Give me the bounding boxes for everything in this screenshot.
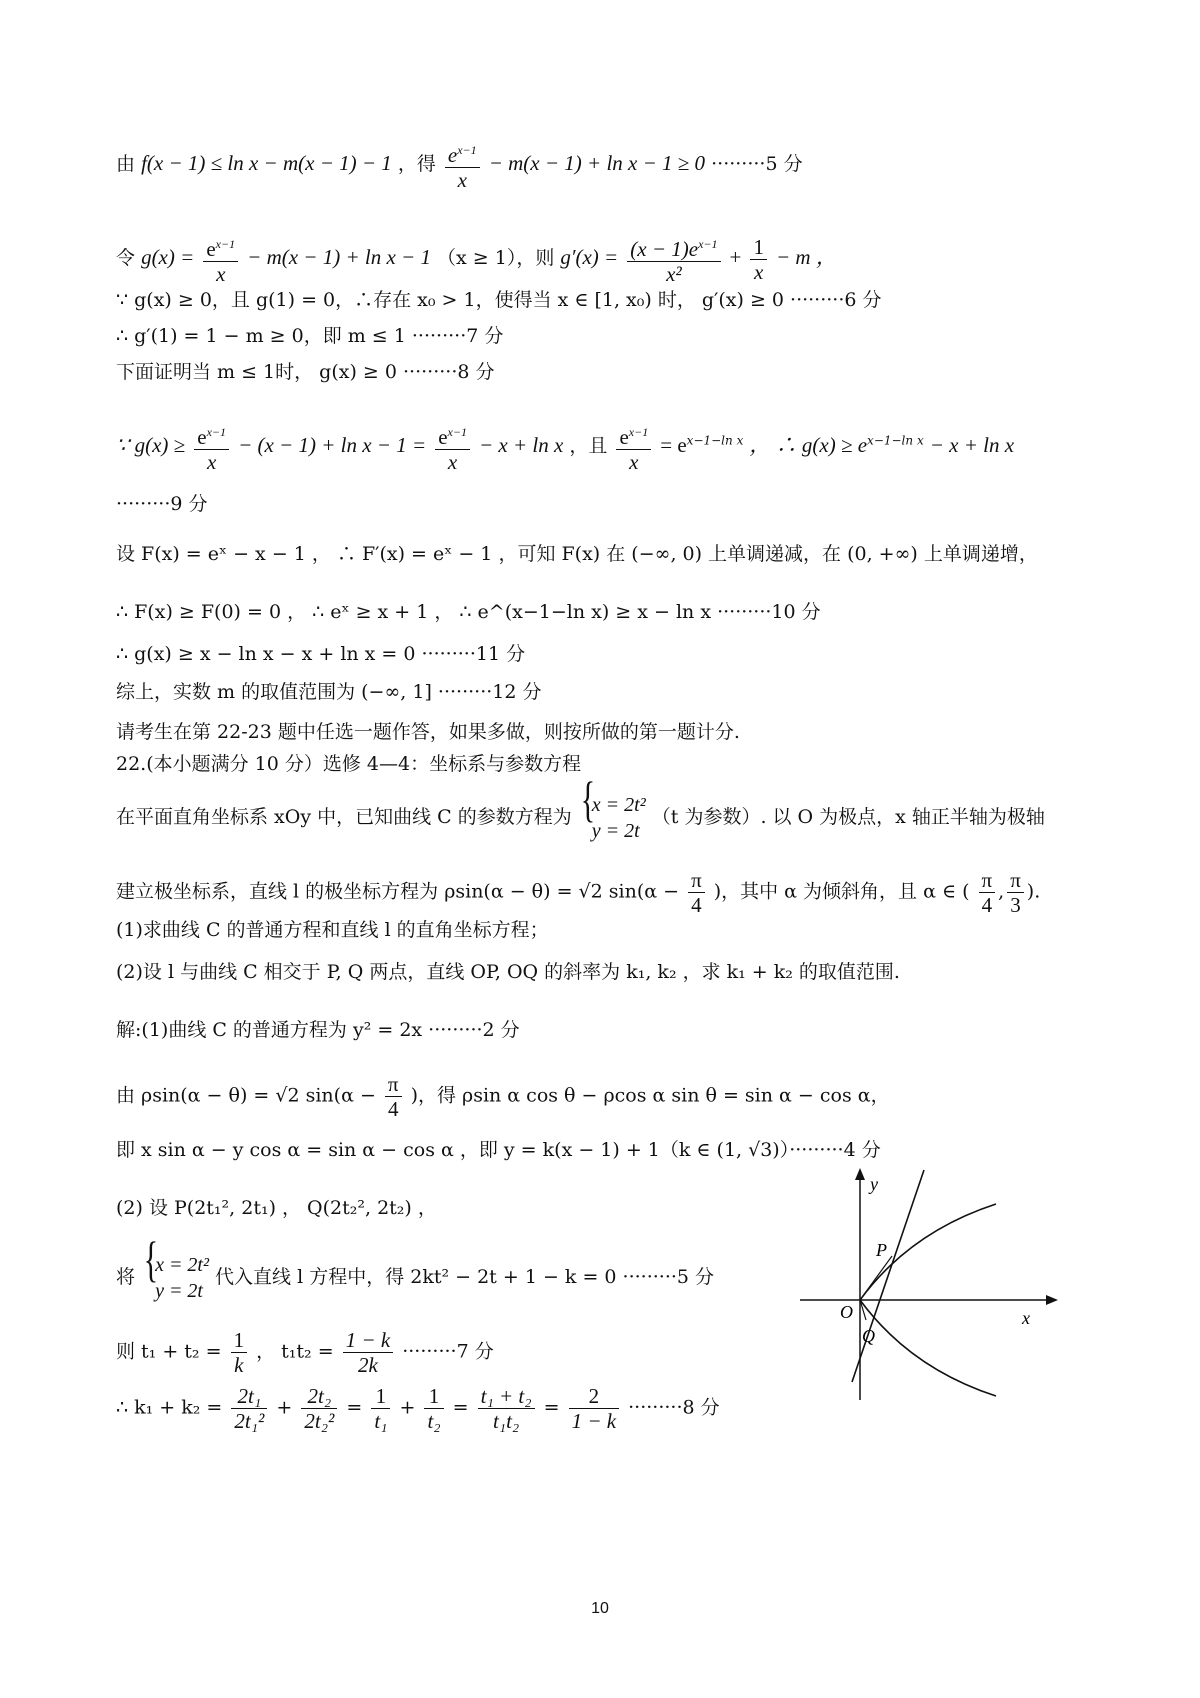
line-17: (2)设 l 与曲线 C 相交于 P, Q 两点，直线 OP, OQ 的斜率为 k₁, k₂ ，求 k₁ + k₂ 的取值范围. — [116, 961, 900, 983]
parametric-system: { x = 2t² y = 2t — [141, 1252, 209, 1304]
line-24: ∴ k₁ + k₂ = $\frac{\text{2t₁}}{\text{2t₁²}}$ + $\frac{\text{2t₂}}{\text{2t₂²}}$ = $\frac{1}{\text{t₁}}$ + $\frac{1}{\text{t₂}}$ = $\frac{\text{t₁ + t₂}}{\text{t₁t₂}}$ = $\frac{2}{1 - k}$ ·········8 分 — [116, 1384, 720, 1433]
fraction-ex1-over-x: $\frac{e^{x-1}}{x}$ — [203, 232, 238, 286]
fraction-pi-over-3: $\frac{\pi}{3}$ — [1007, 868, 1024, 917]
point-q-label: Q — [862, 1326, 875, 1346]
line-22: 将 { x = 2t² y = 2t 代入直线 l 方程中，得 2kt² − 2t + 1 − k = 0 ·········5 分 — [116, 1252, 714, 1304]
line-23: 则 t₁ + t₂ = $\frac{1}{k}$ ， t₁t₂ = $\frac{1 - k}{2k}$ ·········7 分 — [116, 1328, 494, 1377]
line-19: 由 ρsin(α − θ) = √2 sin(α − $\frac{\pi}{4}$ )，得 ρsin α cos θ − ρcos α sin θ = sin α − cos α， — [116, 1072, 890, 1121]
line-5: 下面证明当 m ≤ 1时， g(x) ≥ 0 ·········8 分 — [116, 361, 495, 383]
fraction-product: $\frac{1 - k}{2k}$ — [343, 1328, 394, 1377]
fraction-k2: $\frac{\text{2t₂}}{\text{2t₂²}}$ — [301, 1384, 337, 1433]
x-axis-arrow — [1046, 1295, 1058, 1305]
line-8: 设 F(x) = eˣ − x − 1 ， ∴ F′(x) = eˣ − 1 ，可知 F(x) 在 (−∞, 0) 上单调递减，在 (0, +∞) 上单调递增， — [116, 543, 1038, 565]
line-10: ∴ g(x) ≥ x − ln x − x + ln x = 0 ·········11 分 — [116, 643, 526, 665]
line-14: 在平面直角坐标系 xOy 中，已知曲线 C 的参数方程为 { x = 2t² y = 2t （t 为参数）. 以 O 为极点，x 轴正半轴为极轴 — [116, 792, 1045, 844]
fraction-result: $\frac{2}{1 - k}$ — [569, 1384, 620, 1433]
y-label: y — [870, 1174, 878, 1194]
line-1: 由 f(x − 1) ≤ ln x − m(x − 1) − 1 ，得 $\frac{e^{x-1}}{x}$ − m(x − 1) + ln x − 1 ≥ 0 ·········5 分 — [116, 138, 803, 192]
line-18: 解:(1)曲线 C 的普通方程为 y² = 2x ·········2 分 — [116, 1019, 520, 1041]
line-20: 即 x sin α − y cos α = sin α − cos α ，即 y = k(x − 1) + 1（k ∈ (1, √3)）·········4 分 — [116, 1139, 881, 1161]
fraction-ex1-over-x: $\frac{e^{x-1}}{x}$ — [435, 420, 470, 474]
fraction-k1: $\frac{\text{2t₁}}{\text{2t₁²}}$ — [231, 1384, 267, 1433]
origin-label: O — [840, 1302, 853, 1322]
line-13: 22.(本小题满分 10 分）选修 4—4：坐标系与参数方程 — [116, 753, 582, 775]
fraction-inv-t2: $\frac{1}{\text{t₂}}$ — [424, 1384, 443, 1433]
line-4: ∴ g′(1) = 1 − m ≥ 0，即 m ≤ 1 ·········7 分 — [116, 325, 504, 347]
fraction-ex1-over-x: $\frac{e^{x-1}}{x}$ — [616, 420, 651, 474]
fraction-ex1-over-x: $\frac{e^{x-1}}{x}$ — [445, 138, 480, 192]
fraction-sum-over-prod: $\frac{\text{t₁ + t₂}}{\text{t₁t₂}}$ — [478, 1384, 535, 1433]
fraction-one-over-k: $\frac{1}{k}$ — [231, 1328, 248, 1377]
line-16: (1)求曲线 C 的普通方程和直线 l 的直角坐标方程； — [116, 919, 549, 941]
line-12: 请考生在第 22-23 题中任选一题作答，如果多做，则按所做的第一题计分. — [116, 721, 740, 743]
x-label: x — [1022, 1308, 1030, 1328]
fraction-pi-over-4: $\frac{\pi}{4}$ — [385, 1072, 402, 1121]
point-p-label: P — [876, 1240, 887, 1260]
line-21: (2) 设 P(2t₁², 2t₁) ， Q(2t₂², 2t₂) ， — [116, 1197, 437, 1219]
fraction-pi-over-4: $\frac{\pi}{4}$ — [688, 868, 705, 917]
y-axis-arrow — [855, 1168, 865, 1180]
line-7: ·········9 分 — [116, 493, 208, 515]
line-2: 令 g(x) = $\frac{e^{x-1}}{x}$ − m(x − 1) + ln x − 1 （x ≥ 1），则 g′(x) = $\frac{(x - 1)e^{x-1}}{\text{x²}}$ + $\frac{1}{x}$ − m ， — [116, 232, 837, 286]
parametric-system: { x = 2t² y = 2t — [578, 792, 646, 844]
line-6: ∵ g(x) ≥ $\frac{e^{x-1}}{x}$ − (x − 1) + ln x − 1 = $\frac{e^{x-1}}{x}$ − x + ln x ，且 $\frac{e^{x-1}}{x}$ = $e^{x-1-ln x}$ ， ∴ $g(x) \ge e^{x-1-ln x} - x + \ln x$ — [116, 420, 1014, 474]
page-number: 10 — [591, 1600, 609, 1617]
line-l — [852, 1170, 924, 1382]
fraction-inv-t1: $\frac{1}{\text{t₁}}$ — [371, 1384, 390, 1433]
line-15: 建立极坐标系，直线 l 的极坐标方程为 ρsin(α − θ) = √2 sin(α − $\frac{\pi}{4}$ )，其中 α 为倾斜角，且 α ∈ ( $\frac{\pi}{4}$ , $\frac{\pi}{3}$ ). — [116, 868, 1041, 917]
line-11: 综上，实数 m 的取值范围为 (−∞, 1] ·········12 分 — [116, 681, 542, 703]
fraction-ex1-over-x: $\frac{e^{x-1}}{x}$ — [194, 420, 229, 474]
parabola-line-graph — [800, 1160, 1060, 1400]
fraction-pi-over-4: $\frac{\pi}{4}$ — [979, 868, 996, 917]
fraction-one-over-x: $\frac{1}{x}$ — [750, 235, 767, 284]
line-9: ∴ F(x) ≥ F(0) = 0 ， ∴ eˣ ≥ x + 1 ， ∴ e^(x−1−ln x) ≥ x − ln x ·········10 分 — [116, 601, 821, 623]
fraction-gprime-numerator: $\frac{(x - 1)e^{x-1}}{\text{x²}}$ — [627, 232, 720, 286]
line-3: ∵ g(x) ≥ 0，且 g(1) = 0，∴存在 x₀ > 1，使得当 x ∈ [1, x₀) 时， g′(x) ≥ 0 ·········6 分 — [116, 289, 882, 311]
